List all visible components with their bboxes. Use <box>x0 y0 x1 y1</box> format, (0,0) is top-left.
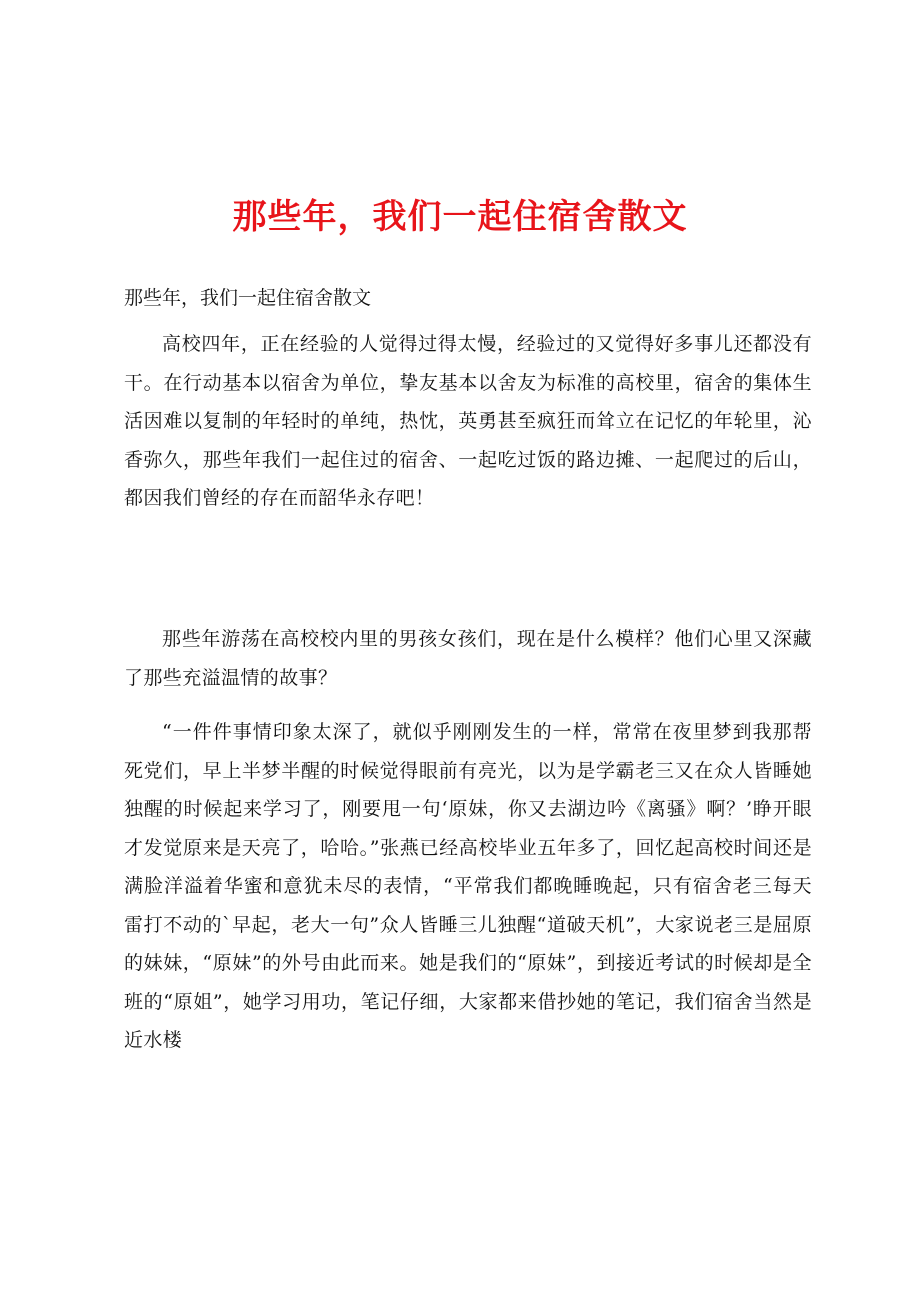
document-subtitle: 那些年，我们一起住宿舍散文 <box>124 287 372 309</box>
paragraph: 高校四年，正在经验的人觉得过得太慢，经验过的又觉得好多事儿还都没有干。在行动基本以宿舍为单位，挚友基本以舍友为标准的高校里，宿舍的集体生活因难以复制的年轻时的单纯，热忱，英勇甚至疯狂而耸立在记忆的年轮里，沁香弥久，那些年我们一起住过的宿舍、一起吃过饭的路边摊、一起爬过的后山，都因我们曾经的存在而韶华永存吧！ <box>124 333 812 509</box>
document-title: 那些年，我们一起住宿舍散文 <box>232 197 688 237</box>
paragraph: 那些年游荡在高校校内里的男孩女孩们，现在是什么模样？他们心里又深藏了那些充溢温情的故事？ <box>124 628 812 689</box>
paragraph: “一件件事情印象太深了，就似乎刚刚发生的一样，常常在夜里梦到我那帮死党们，早上半梦半醒的时候觉得眼前有亮光，以为是学霸老三又在众人皆睡她独醒的时候起来学习了，刚要甩一句‘原妹，你又去湖边吟《离骚》啊？’睁开眼才发觉原来是天亮了，哈哈。”张燕已经高校毕业五年多了，回忆起高校时间还是满脸洋溢着华蜜和意犹未尽的表情，“平常我们都晚睡晚起，只有宿舍老三每天雷打不动的`早起，老大一句”众人皆睡三儿独醒“道破天机”，大家说老三是屈原的妹妹，“原妹”的外号由此而来。她是我们的“原妹”，到接近考试的时候却是全班的“原姐”，她学习用功，笔记仔细，大家都来借抄她的笔记，我们宿舍当然是近水楼 <box>124 721 812 1051</box>
